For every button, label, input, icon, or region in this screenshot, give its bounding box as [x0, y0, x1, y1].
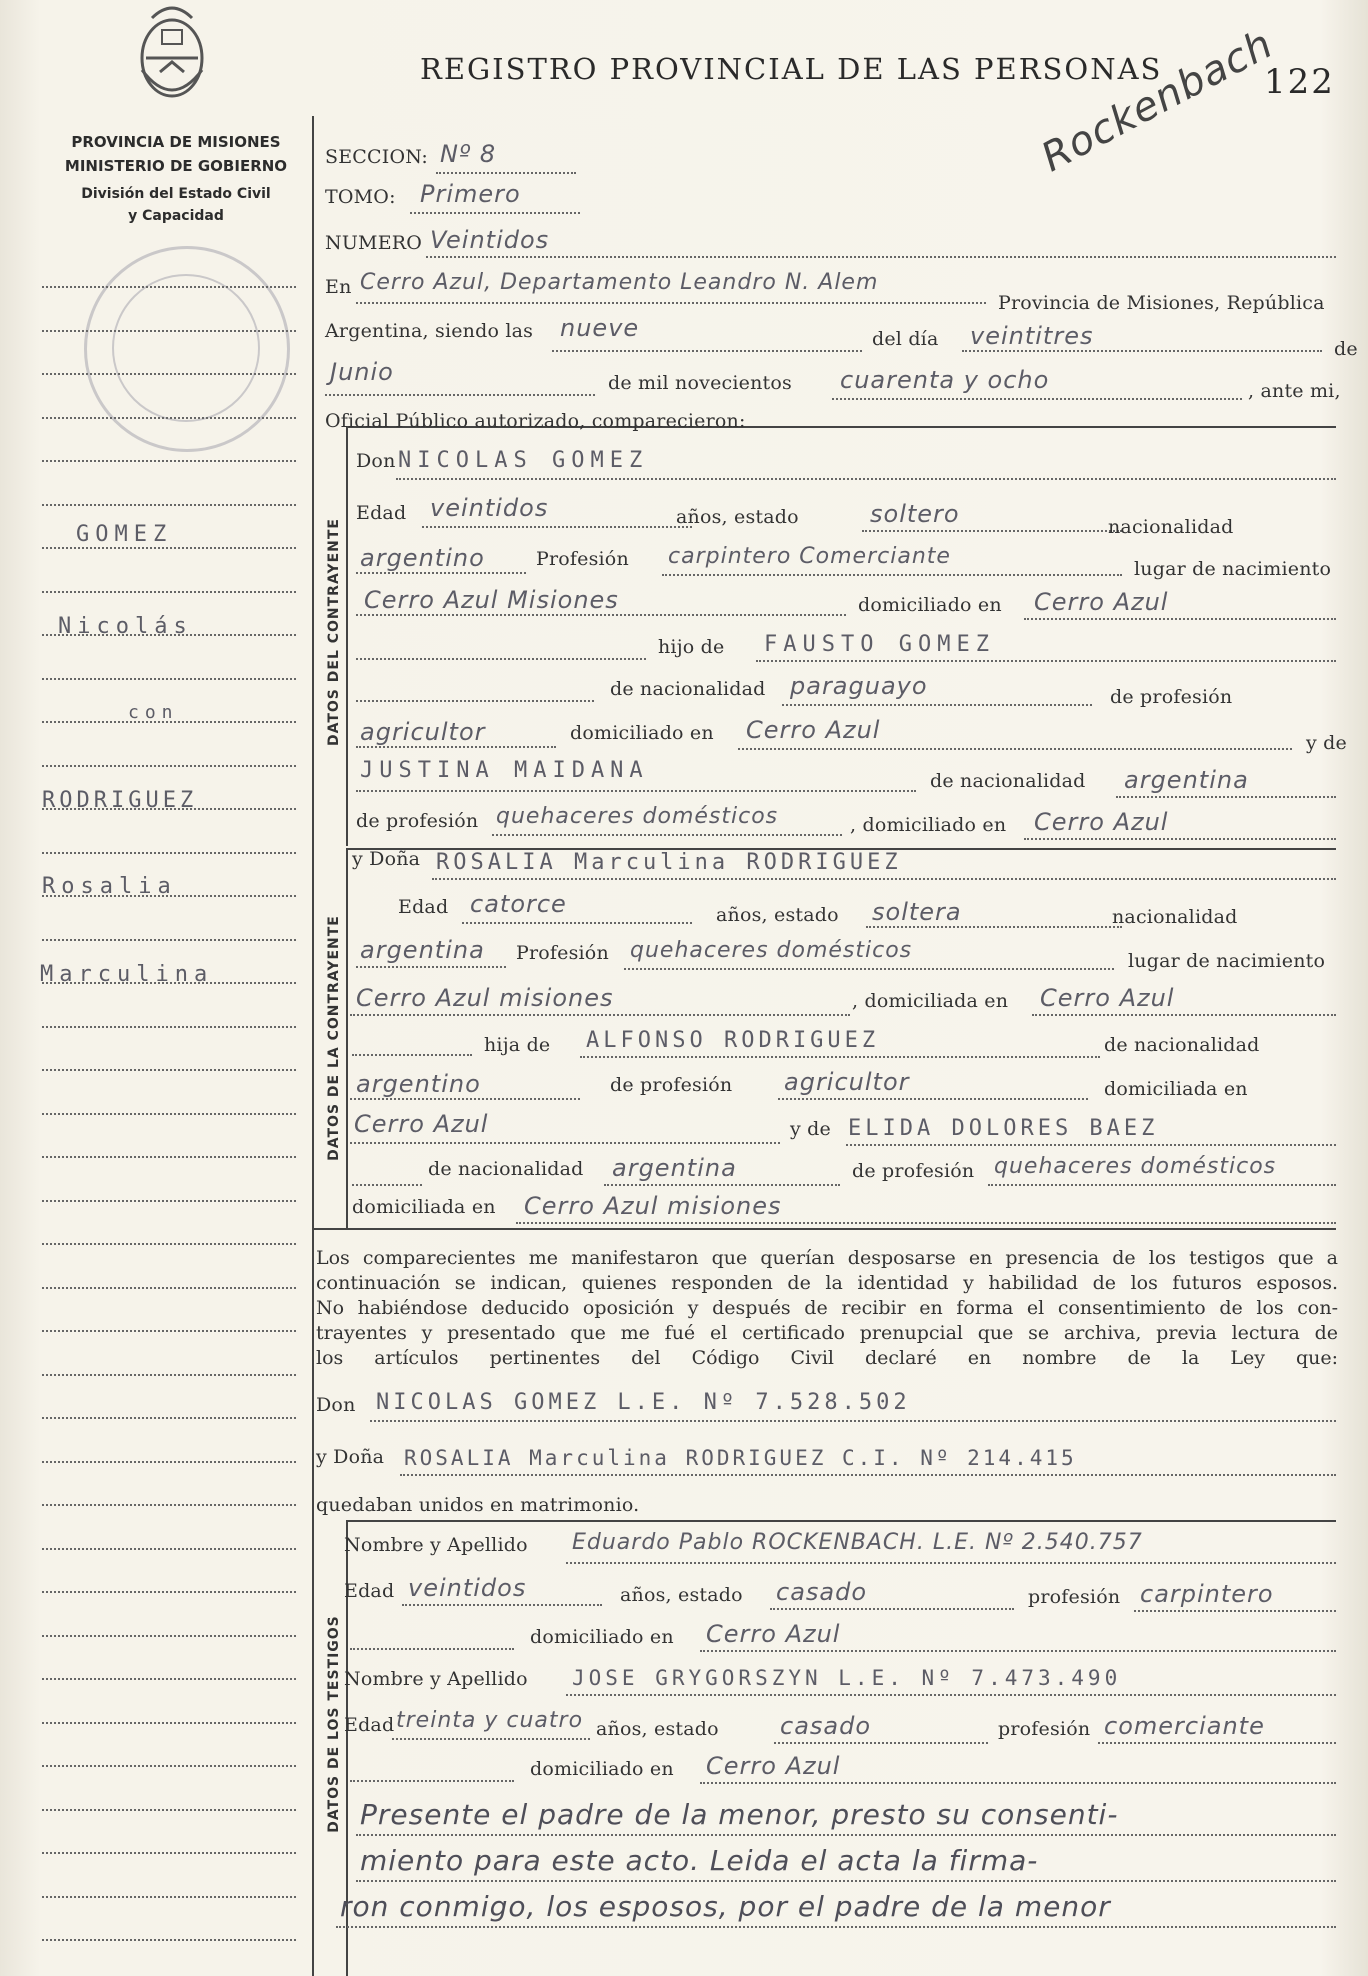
anio-value: cuarenta y ocho	[840, 366, 1050, 394]
groom-profesion: carpintero Comerciante	[668, 544, 951, 569]
left-ruled-line	[42, 852, 296, 854]
bride-padre-nac-label: de nacionalidad	[1104, 1034, 1260, 1056]
left-ruled-line	[42, 678, 296, 680]
hora-value: nueve	[560, 314, 640, 342]
groom-domiciliado-label: domiciliado en	[858, 594, 1002, 616]
left-ruled-line	[42, 1852, 296, 1854]
bride-padre-profesion: agricultor	[784, 1068, 910, 1096]
groom-y-de-label: y de	[1306, 732, 1347, 754]
bride-domicilio: Cerro Azul	[1040, 984, 1175, 1012]
left-ruled-line	[42, 1504, 296, 1506]
page-number: 122	[1264, 62, 1335, 102]
bride-madre-prof-label: de profesión	[852, 1160, 975, 1182]
en-value: Cerro Azul, Departamento Leandro N. Alem	[360, 270, 879, 295]
bride-hija-label: hija de	[484, 1034, 551, 1056]
left-ruled-line	[42, 373, 296, 375]
left-ruled-line	[42, 1417, 296, 1419]
bride-padre-prof-label: de profesión	[610, 1074, 733, 1096]
t1-dom-label: domiciliado en	[530, 1626, 674, 1648]
bride-madre-dom-label: domiciliada en	[352, 1196, 496, 1218]
t2-estado: casado	[780, 1712, 872, 1740]
en-label: En	[325, 276, 352, 298]
bride-madre-profesion: quehaceres domésticos	[994, 1154, 1277, 1179]
left-ruled-line	[42, 1722, 296, 1724]
declaration-line: No habiéndose deducido oposición y después de recibir en forma el consentimiento de los con-	[316, 1297, 1338, 1319]
bride-padre-dom-label: domiciliada en	[1104, 1078, 1248, 1100]
groom-padre-nacionalidad: paraguayo	[790, 672, 928, 700]
division-sub-label: y Capacidad	[128, 208, 224, 224]
left-ruled-line	[42, 1374, 296, 1376]
bride-domiciliada-label: , domiciliada en	[852, 990, 1009, 1012]
t2-profesion-label: profesión	[998, 1718, 1091, 1740]
groom-madre-nacionalidad: argentina	[1124, 766, 1249, 794]
seccion-label: SECCION:	[325, 146, 428, 168]
groom-padre-dom-label: domiciliado en	[570, 722, 714, 744]
note-line: Presente el padre de la menor, presto su consenti-	[360, 1798, 1119, 1831]
left-ruled-line	[42, 1156, 296, 1158]
t1-estado: casado	[776, 1578, 868, 1606]
decl-dona-label: y Doña	[316, 1446, 385, 1468]
left-ruled-line	[42, 1287, 296, 1289]
decl-don-label: Don	[316, 1394, 356, 1416]
bride-madre: ELIDA DOLORES BAEZ	[848, 1116, 1159, 1141]
declaration-paragraph	[316, 1246, 1338, 1371]
unidos-text: quedaban unidos en matrimonio.	[316, 1494, 640, 1516]
tomo-label: TOMO:	[325, 186, 396, 208]
t2-edad: treinta y cuatro	[396, 1708, 584, 1733]
mes-value: Junio	[330, 358, 394, 386]
left-ruled-line	[42, 1939, 296, 1941]
bride-y-de-label: y de	[790, 1118, 831, 1140]
bride-profesion-label: Profesión	[516, 942, 609, 964]
left-ruled-line	[42, 1591, 296, 1593]
bride-box-bottom-border	[312, 1228, 1336, 1230]
bride-section-label: DATOS DE LA CONTRAYENTE	[326, 915, 342, 1161]
groom-padre: FAUSTO GOMEZ	[764, 632, 995, 657]
left-ruled-line	[42, 1678, 296, 1680]
left-ruled-line	[42, 504, 296, 506]
bride-estado: soltera	[872, 898, 962, 926]
ante-mi-text: , ante mi,	[1248, 380, 1341, 402]
tomo-value: Primero	[420, 180, 521, 208]
t1-edad: veintidos	[408, 1574, 527, 1602]
t1-nombre-label: Nombre y Apellido	[344, 1534, 528, 1556]
numero-value: Veintidos	[430, 226, 550, 254]
groom-madre-domicilio: Cerro Azul	[1034, 808, 1169, 836]
groom-profesion-label: Profesión	[536, 548, 629, 570]
left-ruled-line	[42, 417, 296, 419]
groom-padre-prof-label: de profesión	[1110, 686, 1233, 708]
division-label: División del Estado Civil	[81, 186, 271, 202]
left-surname-groom: GOMEZ	[76, 522, 173, 547]
declaration-line: Los comparecientes me manifestaron que querían desposarse en presencia de los testigos que a	[316, 1247, 1338, 1269]
left-name-bride: Rosalia	[42, 874, 177, 899]
t1-profesion: carpintero	[1140, 1580, 1274, 1608]
groom-name: NICOLAS GOMEZ	[398, 448, 649, 473]
bride-madre-nacionalidad: argentina	[612, 1154, 737, 1182]
bride-name: ROSALIA Marculina RODRIGUEZ	[436, 850, 902, 875]
page-title: REGISTRO PROVINCIAL DE LAS PERSONAS	[420, 52, 1163, 86]
t2-anios-estado: años, estado	[596, 1718, 719, 1740]
note-line: miento para este acto. Leida el acta la firma-	[360, 1844, 1039, 1877]
t1-domicilio: Cerro Azul	[706, 1620, 841, 1648]
left-ruled-line	[42, 1330, 296, 1332]
left-ruled-line	[42, 1809, 296, 1811]
left-ruled-line	[42, 591, 296, 593]
groom-nacionalidad: argentino	[360, 544, 485, 572]
left-ruled-line	[42, 939, 296, 941]
official-stamp-inner	[112, 274, 260, 422]
t1-profesion-label: profesión	[1028, 1586, 1121, 1608]
groom-madre-prof-label: de profesión	[356, 810, 479, 832]
groom-hijo-label: hijo de	[658, 636, 725, 658]
groom-madre-nac-label: de nacionalidad	[930, 770, 1086, 792]
groom-nacionalidad-label: nacionalidad	[1108, 516, 1234, 538]
groom-madre: JUSTINA MAIDANA	[360, 758, 649, 783]
witness-section-label: DATOS DE LOS TESTIGOS	[326, 1615, 342, 1833]
bride-padre-nacionalidad: argentino	[356, 1070, 481, 1098]
bride-madre-domicilio: Cerro Azul misiones	[524, 1192, 782, 1220]
left-ruled-line	[42, 286, 296, 288]
left-ruled-line	[42, 1243, 296, 1245]
groom-don-label: Don	[356, 450, 396, 472]
decl-don-value: NICOLAS GOMEZ L.E. Nº 7.528.502	[376, 1390, 911, 1415]
t2-profesion: comerciante	[1104, 1712, 1265, 1740]
t1-anios-estado: años, estado	[620, 1584, 743, 1606]
top-signature: Rockenbach	[1034, 20, 1281, 182]
province-label: PROVINCIA DE MISIONES	[71, 133, 281, 151]
left-ruled-line	[42, 1113, 296, 1115]
left-ruled-line	[42, 765, 296, 767]
numero-label: NUMERO	[325, 232, 423, 254]
groom-estado: soltero	[870, 500, 960, 528]
bride-lugar: Cerro Azul misiones	[356, 984, 614, 1012]
left-ruled-line	[42, 1026, 296, 1028]
left-ruled-line	[42, 1635, 296, 1637]
left-ruled-line	[42, 1461, 296, 1463]
declaration-line: continuación se indican, quienes responden de la identidad y habilidad de los futuros esposos.	[316, 1272, 1338, 1294]
oficial-text: Oficial Público autorizado, comparecieron:	[325, 410, 746, 432]
ministry-label: MINISTERIO DE GOBIERNO	[64, 157, 288, 175]
t1-edad-label: Edad	[344, 1580, 395, 1602]
groom-lugar: Cerro Azul Misiones	[364, 586, 619, 614]
coat-of-arms-icon	[132, 0, 212, 112]
left-ruled-line	[42, 1548, 296, 1550]
groom-section-label: DATOS DEL CONTRAYENTE	[326, 518, 342, 747]
groom-box-left-border	[346, 426, 348, 846]
left-ruled-line	[42, 1200, 296, 1202]
t1-nombre: Eduardo Pablo ROCKENBACH. L.E. Nº 2.540.757	[572, 1530, 1143, 1555]
provincia-text: Provincia de Misiones, República	[998, 292, 1325, 314]
left-con: con	[128, 702, 179, 723]
t2-edad-label: Edad	[344, 1714, 395, 1736]
groom-edad-label: Edad	[356, 502, 407, 524]
groom-padre-domicilio: Cerro Azul	[746, 716, 881, 744]
groom-anios-estado: años, estado	[676, 506, 799, 528]
left-middle-name-bride: Marculina	[40, 962, 214, 987]
groom-domicilio: Cerro Azul	[1034, 588, 1169, 616]
left-ruled-line	[42, 1896, 296, 1898]
dia-value: veintitres	[970, 322, 1094, 350]
t2-nombre-label: Nombre y Apellido	[344, 1668, 528, 1690]
left-ruled-line	[42, 547, 296, 549]
left-ruled-line	[42, 1765, 296, 1767]
left-surname-bride: RODRIGUEZ	[42, 788, 198, 813]
bride-madre-nac-label: de nacionalidad	[428, 1158, 584, 1180]
bride-dona-label: y Doña	[352, 848, 421, 870]
bride-padre-domicilio: Cerro Azul	[354, 1110, 489, 1138]
del-dia-text: del día	[872, 328, 939, 350]
bride-anios-estado: años, estado	[716, 904, 839, 926]
witness-box-top-border	[346, 1520, 1336, 1522]
t2-dom-label: domiciliado en	[530, 1758, 674, 1780]
argentina-text: Argentina, siendo las	[325, 320, 534, 342]
bride-lugar-label: lugar de nacimiento	[1128, 950, 1326, 972]
left-ruled-line	[42, 460, 296, 462]
bride-box-left-border	[346, 848, 348, 1228]
groom-madre-profesion: quehaceres domésticos	[496, 804, 779, 829]
de-text: de	[1334, 338, 1358, 360]
declaration-line: trayentes y presentado que me fué el certificado prenupcial que se archiva, previa lectura de	[316, 1322, 1338, 1344]
groom-madre-dom-label: , domiciliado en	[850, 814, 1007, 836]
bride-edad: catorce	[470, 890, 567, 918]
bride-profesion: quehaceres domésticos	[630, 938, 913, 963]
groom-lugar-label: lugar de nacimiento	[1134, 558, 1332, 580]
declaration-line: los artículos pertinentes del Código Civil declaré en nombre de la Ley que:	[316, 1347, 1338, 1369]
mil-text: de mil novecientos	[608, 372, 792, 394]
groom-edad: veintidos	[430, 494, 549, 522]
t2-domicilio: Cerro Azul	[706, 1752, 841, 1780]
left-ruled-line	[42, 330, 296, 332]
t2-nombre: JOSE GRYGORSZYN L.E. Nº 7.473.490	[572, 1666, 1122, 1690]
groom-padre-nac-label: de nacionalidad	[610, 678, 766, 700]
bride-edad-label: Edad	[398, 896, 449, 918]
note-line: ron conmigo, los esposos, por el padre de la menor	[340, 1890, 1111, 1923]
seccion-value: Nº 8	[440, 140, 497, 168]
bride-nacionalidad-label: nacionalidad	[1112, 906, 1238, 928]
left-ruled-line	[42, 1069, 296, 1071]
bride-nacionalidad: argentina	[360, 936, 485, 964]
groom-padre-profesion: agricultor	[360, 718, 486, 746]
left-name-groom: Nicolás	[58, 614, 193, 639]
bride-padre: ALFONSO RODRIGUEZ	[586, 1028, 880, 1053]
decl-dona-value: ROSALIA Marculina RODRIGUEZ C.I. Nº 214.415	[404, 1446, 1077, 1470]
main-vertical-border	[312, 116, 314, 1976]
